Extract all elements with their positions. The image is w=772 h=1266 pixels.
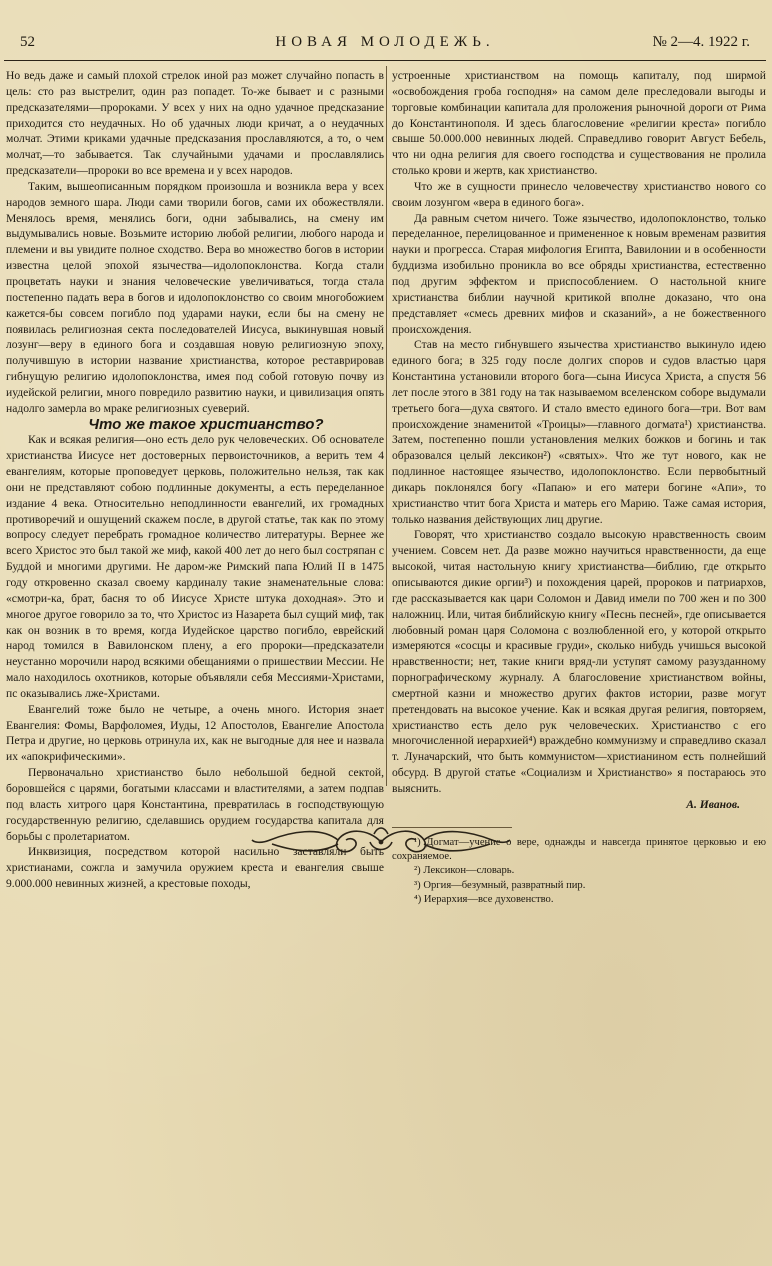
- paragraph: Как и всякая религия—оно есть дело рук человеческих. Об основателе христианства Иисусе нет достоверных первоисточников, а верить тем 4 евангелиям, которые проповедует церковь, положительно нельзя, так как они не представляют собою подлинные документы, а есть переделанное издание 4 века. Относительно неподлинности евангелий, их громадных противоречий и ошущений скажем после, в другой статье, так как по этому вопросу следует перебрать громадное количество литературы. Вернее же всего Христос это был такой же миф, какой 400 лет до него был состряпан с Буддой и многими другими. Не даром-же Римский папа Юлий II в 1475 году откровенно сказал своему кардиналу такие знаменательные слова: «смотри-ка, брат, басня то об Иисусе Христе штука доходная». Это и многое другое говорило за то, что Христос из Назарета был сущий миф, так как он возник в то время, когда Иудейское царство погибло, еврейский народ томился в Вавилонском плену, а его пророки—предсказатели неустанно морочили народ всякими обещаниями о пришествии Мессии. Не мало находилось охотников, которые объявляли себя Мессиями-Христами, пс оказывались лже-Христами.: [6, 433, 384, 700]
- footnote: ³) Оргия—безумный, развратный пир.: [414, 879, 586, 891]
- paragraph: Говорят, что христианство создало высокую нравственность своим учением. Совсем нет. Да разве можно научиться нравственности, да еще высокой, читая настольную книгу христианства—библию, где открыто описываются дикие оргии³) и похождения царей, пророков и патриархов, где рассказывается как цари Соломон и Давид имели по 700 жен и по 300 наложниц. Или, читая библийскую книгу «Песнь песней», где описывается любовный роман царя Соломона с возлюбленной его, у которой открыто измеряются «сосцы и красивые груди», сколько нибудь учишься высокой нравственности; нет, такие книги вряд-ли уступят самому разузданному порнографическому журналу. А благословение христианством войны, смертной казни и множество других фактов истории, разве могут претендовать на высокое учение. Как и всякая другая религия, повторяем, христианство есть дело рук человеческих. Христианство с его многочисленной иерархией⁴) враждебно коммунизму и справедливо сказал т. Луначарский, что быть коммунистом—христианином есть полнейший обсурд. В другой статье «Социализм и Христианство» я постараюсь это выяснить.: [392, 528, 766, 795]
- publication-title: НОВАЯ МОЛОДЕЖЬ.: [275, 34, 495, 50]
- paragraph: Таким, вышеописанным порядком произошла и возникла вера у всех народов земного шара. Люди сами творили богов, сами их обожествляли. Менялось время, менялись боги, одни забывались, на смену им выдумывались новые. Возьмите историю любой религии, любого народа и племени и вы увидите полное сходство. Вера во множество богов в истории известна целой эпохой язычества—идолопоклонства. Когда стали процветать науки и знания человеческие увеличиваться, тогда стала постепенно падать вера в богов и идолопоклонство со своим многобожием кажется-бы совсем погибло под ударами науки, если бы на смену не появилась религиозная секта последователей Иисуса, выкинувшая новый лозунг—веру в единого бога и создавшая новую религиозную эпоху, получившую в истории название христианства, которое реставрировав гибнущую религию идолопоклонства, имея под собой готовую почву из иудейской религии, много повредило развитию науки, и цивилизация опять надолго замерла во мраке религиозных суеверий.: [6, 179, 384, 415]
- decorative-ornament: [250, 822, 512, 862]
- footnote: ⁴) Иерархия—все духовенство.: [414, 894, 554, 906]
- author-signature: А. Иванов.: [686, 797, 740, 811]
- paragraph: Что же в сущности принесло человечеству христианство нового со своим лозунгом «вера в единого бога».: [392, 179, 766, 209]
- right-column: [392, 68, 766, 908]
- paragraph: Первоначально христианство было небольшой бедной сектой, боровшейся с царями, богатыми классами и властителями, а затем подпав под власть хитрого царя Константина, превратилась в господствующую государственную религию, сделавшись орудием государства капитала для борьбы с пролетариатом.: [6, 766, 384, 843]
- paragraph: Евангелий тоже было не четыре, а очень много. История знает Евангелия: Фомы, Варфоломея, Иуды, 12 Апостолов, Евангелие Апостола Петра и другие, но церковь отринула их, как не выгодные для нее и назвала их «апокрифическими».: [6, 702, 384, 764]
- paragraph: Став на место гибнувшего язычества христианство выкинуло идею единого бога; в 325 году после долгих споров и судов властью царя Константина установили второго бога—сына Иисуса Христа, а спустя 56 лет после этого в 381 году на так называемом вселенском соборе выдумали третьего бога—духа святого. И стало вместо единого бога—три. Вот вам происхождение знаменитой «Троицы»—главного догмата¹) христианства. Затем, постепенно пошли установления мелких божков и богинь и так образовался целый лексикон²) «святых». Что же тут нового, как не подлинное настоящее язычество, идолопоклонство. Если первобытный дикарь поклонялся богу «Папаю» и его матери богине «Апи», то христианство чтит бога Христа и матерь его Марию. Таже самая история, только названия действующих лиц другие.: [392, 338, 766, 526]
- paragraph: Инквизиция, посредством которой насильно заставляли быть христианами, сожгла и замучила оружием креста и евангелия свыше 9.000.000 невинных жизней, а крестовые походы,: [6, 845, 384, 891]
- column-divider: [386, 66, 387, 786]
- page-number: 52: [20, 34, 35, 50]
- section-title: Что же такое христианство?: [88, 415, 324, 433]
- header-rule: [4, 60, 766, 61]
- footnote: ¹) Догмат—учение о вере, однажды и навсегда принятое церковью и ею сохраняемое.: [392, 836, 766, 863]
- footnote: ²) Лексикон—словарь.: [414, 865, 515, 877]
- paragraph: Да равным счетом ничего. Тоже язычество, идолопоклонство, только переделанное, перелицованное и примененное к новым временам развития науки и прогресса. Старая мифология Египта, Вавилонии и в особенности буддизма изобильно проникла во все обряды христианства, естественно под другим эффектом и приспособлением. О настольной книге христианства библии научной критикой вполне доказано, что она представляет «смесь древних мифов и сказаний», а не божественного происхождения.: [392, 211, 766, 336]
- page-header: [20, 34, 750, 56]
- issue-number: № 2—4. 1922 г.: [652, 34, 750, 50]
- paragraph: устроенные христианством на помощь капиталу, под ширмой «освобождения гроба господня» на самом деле преследовали выгоды и торговые комбинации капитала для проложения рыночной дороги от Рима до Константинополя. И здесь благословение «религии креста» погибло свыше 50.000.000 невинных людей. Справедливо говорит Август Бебель, что ни одна религия для своего господства и существования не пролила столько крови и жертв, как христианство.: [392, 69, 766, 178]
- left-column: [6, 68, 384, 892]
- paragraph: Но ведь даже и самый плохой стрелок иной раз может случайно попасть в цель: сто раз выстрелит, один раз попадет. То-же бывает и с разными предсказателями—пророками. У всех у них на одно удачное предсказание приходится сто неудачных. Но об удачных люди кричат, а о неудачных молчат. Этими криками удачные предсказания прославляются, а то, о чем молчат,—то забывается. Так случайными удачами и прославлялись предсказатели—пророки во все времена и у всех народов.: [6, 69, 384, 178]
